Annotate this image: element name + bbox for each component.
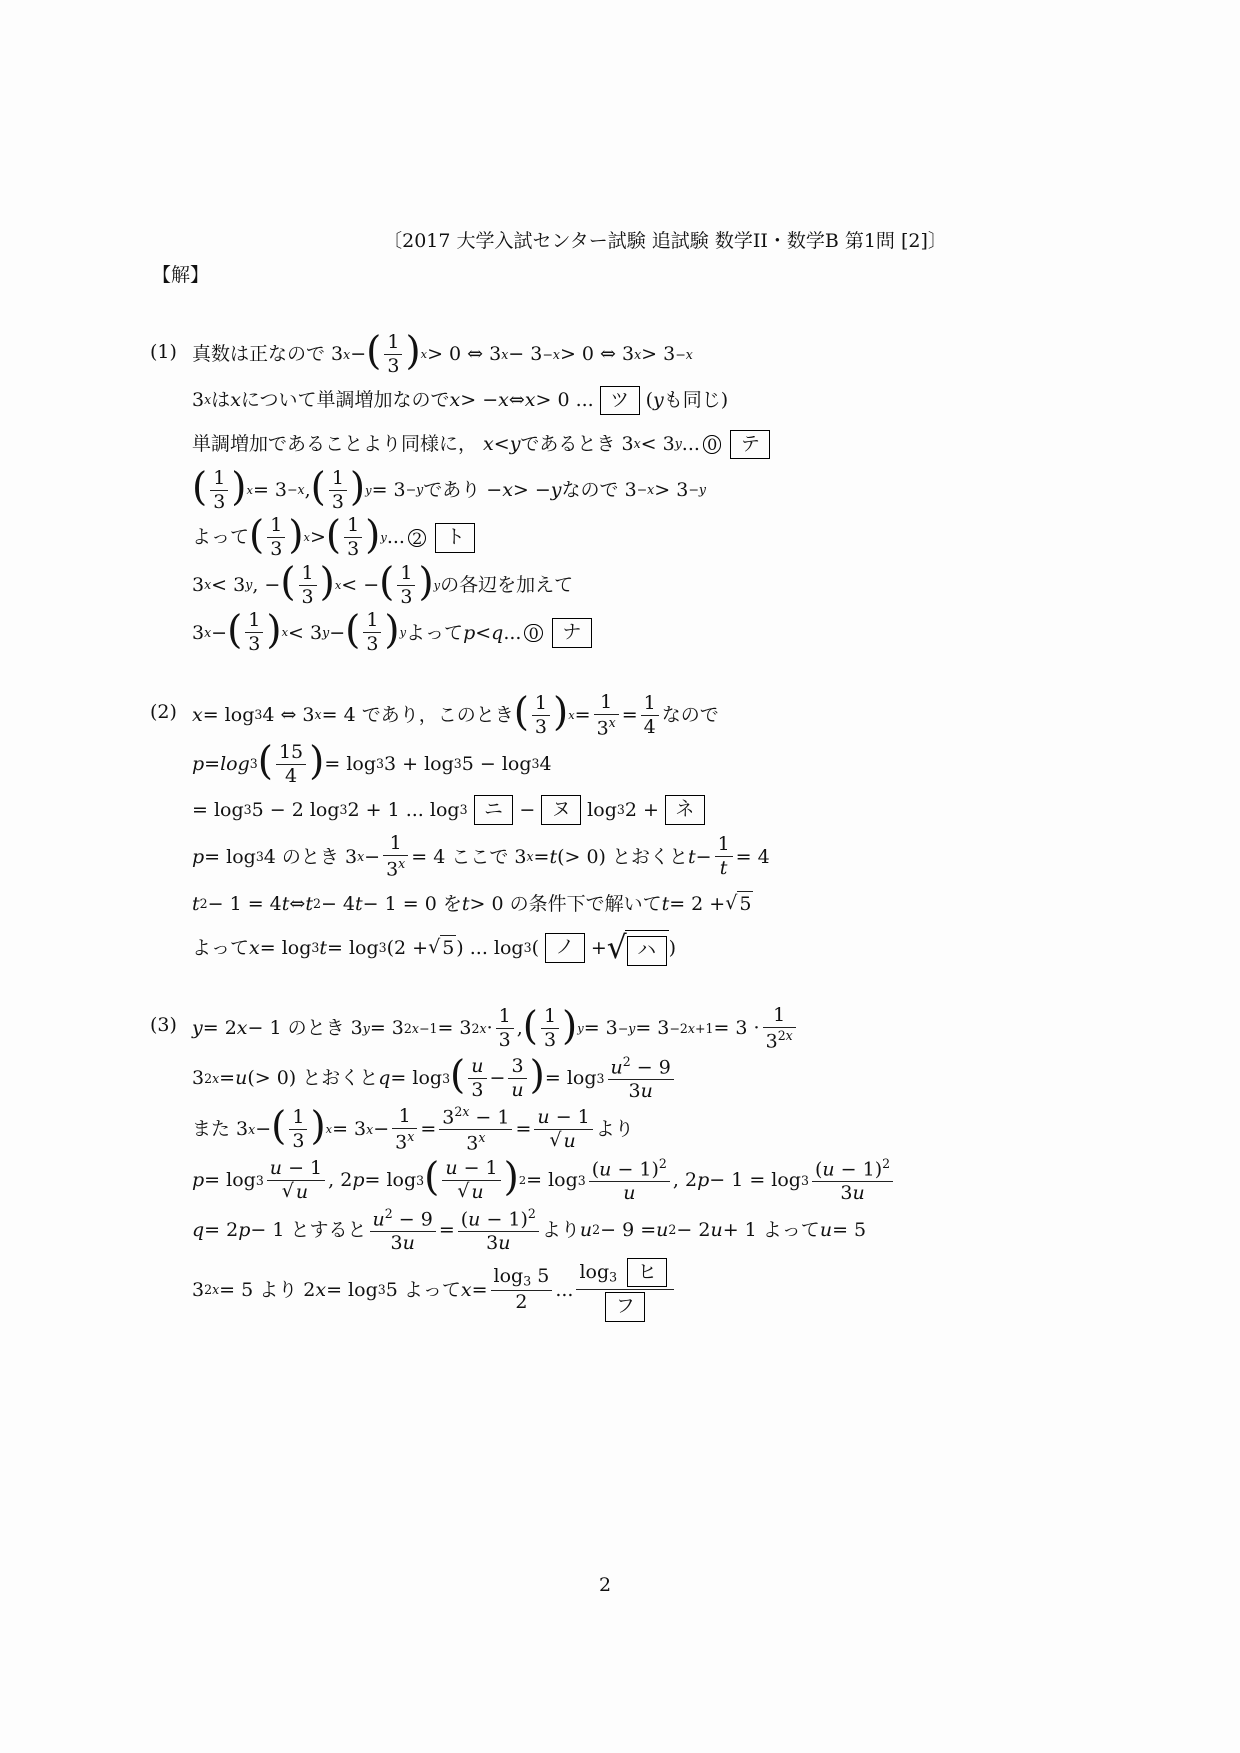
formula-line: 真数は正なので 3 x − ( 1 3 ) x > 0 ⇔ 3 x − 3 −x > 0 ⇔ 3 x > 3 −x xyxy=(192,329,693,378)
answer-box-fu: フ xyxy=(605,1292,645,1322)
answer-box-no: ノ xyxy=(545,933,585,963)
formula-line: x = log 3 4 ⇔ 3 x = 4 であり，このとき ( 1 3 ) x = 1 3$^x$ = 1 4 なので xyxy=(192,690,719,740)
document-header: 〔2017 大学入試センター試験 追試験 数学II・数学B 第1問 [2]〕 xyxy=(383,230,947,252)
answer-box-ni: ニ xyxy=(474,795,514,825)
formula-line: よって ( 1 3 ) x > ( 1 3 ) y ... 2 ト xyxy=(192,515,1220,561)
answer-box-hi: ヒ xyxy=(627,1258,667,1288)
solution-content xyxy=(150,329,1220,1359)
circled-0: 0 xyxy=(703,435,722,454)
section-3 xyxy=(150,1005,1220,1325)
formula-line: 3 2x = u (> 0) とおくと q = log 3 ( u 3 − 3 u ) = log 3 $u^2 - 9$ 3u xyxy=(192,1055,1220,1103)
section-3-label: (3) xyxy=(150,1013,177,1036)
formula-line: 単調増加であることより同様に， x < y であるとき 3 x < 3 y ... 0 テ xyxy=(192,424,1220,466)
circled-0: 0 xyxy=(524,624,543,643)
section-1 xyxy=(150,329,1220,658)
formula-line: ( 1 3 ) x = 3 −x , ( 1 3 ) y = 3 −y であり − x > − y なので 3 −x > 3 −y xyxy=(192,464,706,513)
answer-box-to: ト xyxy=(435,523,475,553)
answer-box-ha: ハ xyxy=(627,936,667,966)
answer-box-na: ナ xyxy=(552,618,592,648)
formula-line: = log 3 5 − 2 log 3 2 + 1 ... log 3 ニ − ヌ log 3 2 + ネ xyxy=(192,789,1220,831)
formula-line: 3 x は x について単調増加なので x > − x ⇔ x > 0 ... ツ ( y も同じ) xyxy=(192,380,1220,422)
answer-box-nu: ヌ xyxy=(541,795,581,825)
formula-line: q = 2 p − 1 とすると $u^2 - 9$ 3u = $(u - 1)^2$ 3u より u 2 − 9 = u 2 − 2 u + 1 よって u = 5 xyxy=(192,1205,867,1255)
formula-line: よって x = log 3 t = log 3 (2 + √ 5 ) ... log 3 ( ノ + √ ハ ) xyxy=(192,929,677,966)
formula-line: t 2 − 1 = 4 t ⇔ t 2 − 4 t − 1 = 0 を t > 0 の条件下で解いて t = 2 + √ 5 xyxy=(192,891,752,916)
formula-line: p = log 3 4 のとき 3 x − 1 3$^x$ = 4 ここで 3 x = t (> 0) とおくと t − 1 t = 4 xyxy=(192,832,770,881)
answer-box-te: テ xyxy=(730,430,770,460)
formula-line: p = log 3 ( 15 4 ) = log 3 3 + log 3 5 − log 3 4 xyxy=(192,738,552,787)
formula-line: 3 x < 3 y , − ( 1 3 ) x < − ( 1 3 ) y の各辺を加えて xyxy=(192,560,574,608)
section-2 xyxy=(150,692,1220,971)
circled-2: 2 xyxy=(408,529,427,548)
section-3-lines xyxy=(192,1005,1220,1325)
answer-box-ne: ネ xyxy=(665,795,705,825)
page-number: 2 xyxy=(598,1574,612,1596)
formula-line: p = log 3 u − 1 √ u , 2 p = log 3 ( u − 1 √ u ) 2 = log 3 $(u - 1)^2$ u , 2 p − 1 = log 3 $(u - 1)^2$ 3u xyxy=(192,1157,1220,1205)
formula-line: 3 2x = 5 より 2 x = log 3 5 よって x = $\log_3 5$ 2 ... $\log_3$ ヒ フ xyxy=(192,1257,1220,1324)
solution-label: 【解】 xyxy=(152,264,210,286)
answer-box-tsu: ツ xyxy=(600,386,640,416)
formula-line: 3 x − ( 1 3 ) x < 3 y − ( 1 3 ) y よって p < q ... 0 ナ xyxy=(192,610,1220,656)
formula-line: また 3 x − ( 1 3 ) x = 3 x − 1 3$^x$ = $3^{2x} - 1$ 3$^x$ = u − 1 √ u より xyxy=(192,1103,634,1155)
section-2-lines xyxy=(192,692,1220,971)
section-1-lines xyxy=(192,329,1220,658)
section-1-label: (1) xyxy=(150,341,177,363)
section-2-label: (2) xyxy=(150,700,177,723)
formula-line: y = 2 x − 1 のとき 3 y = 3 2x−1 = 3 2x · 1 3 , ( 1 3 ) y = 3 −y = 3 −2x+1 = 3 · 1 $3^{2x}$ xyxy=(192,1005,1220,1053)
